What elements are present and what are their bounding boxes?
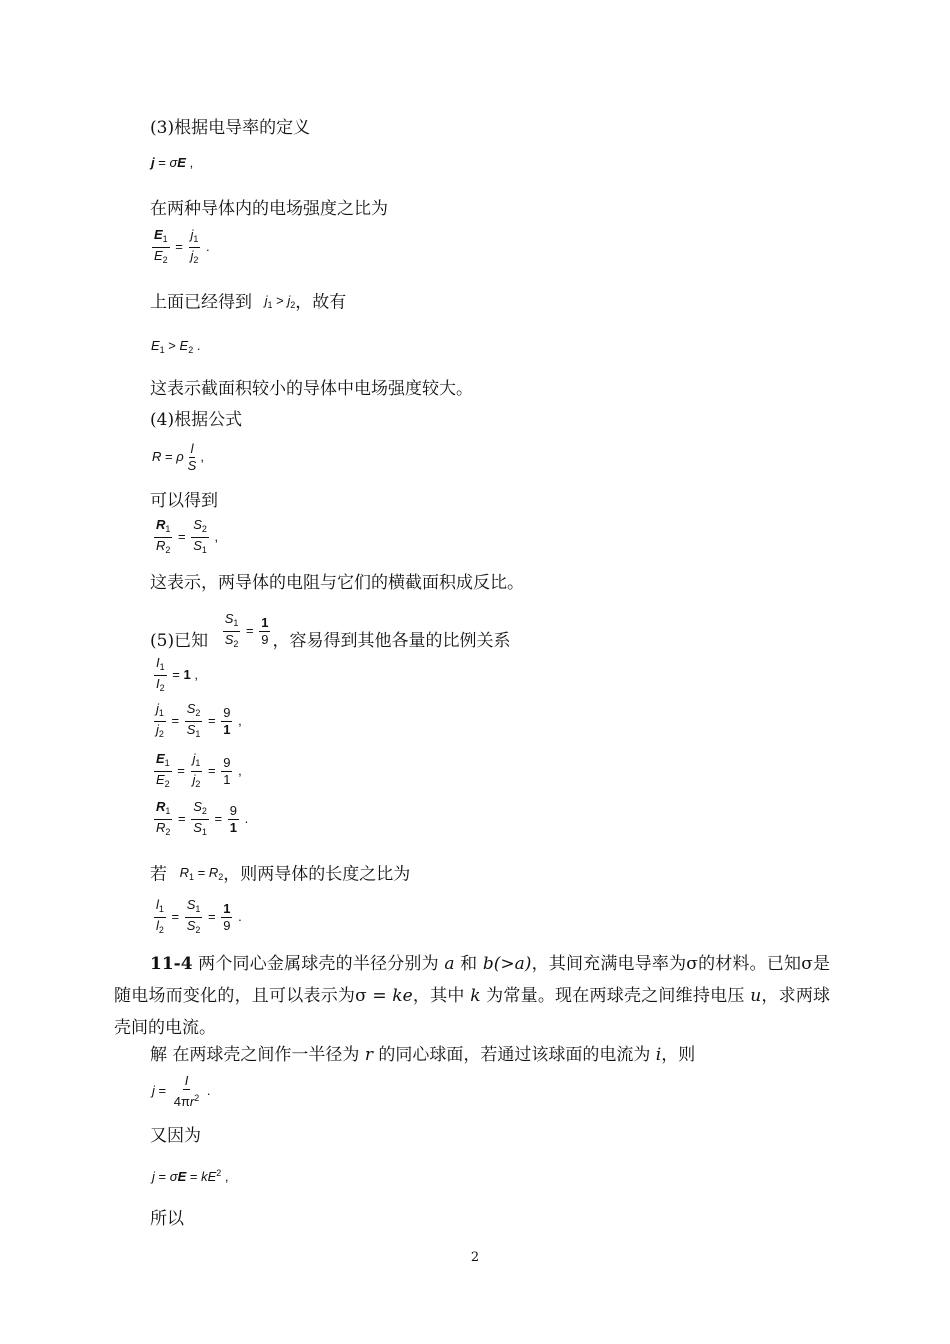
equation-field-compare: $E_1 > E_2$ . — [151, 338, 201, 355]
text-line: 上面已经得到 $j_1 > j_2$，故有 — [150, 290, 346, 316]
text-line: 这表示截面积较小的导体中电场强度较大。 — [150, 379, 473, 399]
page-number: 2 — [470, 1250, 480, 1265]
equation-resistance-ratio: $\frac{R_1}{R_2}$ = $\frac{S_2}{S_1}$ , — [156, 517, 219, 555]
text-line: (3)根据电导率的定义 — [150, 118, 311, 138]
equation-resistance-ratio-2: $\frac{R_1}{R_2}$ = $\frac{S_2}{S_1}$ = $\frac{9}{1}$ . — [156, 799, 249, 837]
equation-inline: $j_1 > j_2$ — [264, 293, 296, 310]
equation-field-ratio: $\frac{E_1}{E_2}$ = $\frac{j_1}{j_2}$ . — [154, 227, 210, 265]
equation-current-ratio: $\frac{I_1}{I_2}$ = 1 , — [156, 655, 198, 693]
equation-inline: $R_1 = R_2$ — [179, 865, 224, 882]
equation-field-ratio-2: $\frac{E_1}{E_2}$ = $\frac{j_1}{j_2}$ = $\frac{9}{1}$ , — [156, 751, 242, 789]
text-line: 在两种导体内的电场强度之比为 — [150, 199, 388, 219]
equation-ohm-law: j = σE , — [151, 155, 194, 170]
text-line: 所以 — [150, 1209, 184, 1229]
equation-resistance: R = ρ $\frac{l}{S}$ , — [152, 441, 204, 473]
equation-current-density: j = $\frac{I}{4\pi r^2}$ . — [152, 1073, 211, 1109]
text-line: (4)根据公式 — [150, 410, 243, 430]
equation-density-ratio: $\frac{j_1}{j_2}$ = $\frac{S_2}{S_1}$ = $\frac{9}{1}$ , — [156, 701, 242, 739]
text-line: 解 在两球壳之间作一半径为 r 的同心球面，若通过该球面的电流为 i，则 — [150, 1045, 696, 1065]
text-line: 可以得到 — [150, 491, 218, 511]
equation-j-sigma-e: $j = \sigma E = kE^2$ , — [152, 1168, 229, 1184]
equation-inline-area-ratio: $\frac{S_1}{S_2}$ = $\frac{1}{9}$ — [224, 611, 269, 649]
text-line: 这表示，两导体的电阻与它们的横截面积成反比。 — [150, 573, 524, 593]
problem-paragraph: 11-4 两个同心金属球壳的半径分别为 a 和 b(>a)，其间充满电导率为σ的材料。已知σ是随电场而变化的，且可以表示为σ = ke，其中 k 为常量。现在两球壳之间维持电压 u，求两球壳间的电流。 — [114, 954, 831, 1038]
text-line: 若 $R_1 = R_2$，则两导体的长度之比为 — [150, 862, 410, 888]
equation-length-ratio: $\frac{l_1}{l_2}$ = $\frac{S_1}{S_2}$ = $\frac{1}{9}$ . — [156, 897, 242, 935]
problem-number: 11-4 — [150, 954, 193, 974]
text-line: 又因为 — [150, 1126, 201, 1146]
text-line: (5)已知 $\frac{S_1}{S_2}$ = $\frac{1}{9}$ ，容易得到其他各量的比例关系 — [150, 611, 511, 651]
